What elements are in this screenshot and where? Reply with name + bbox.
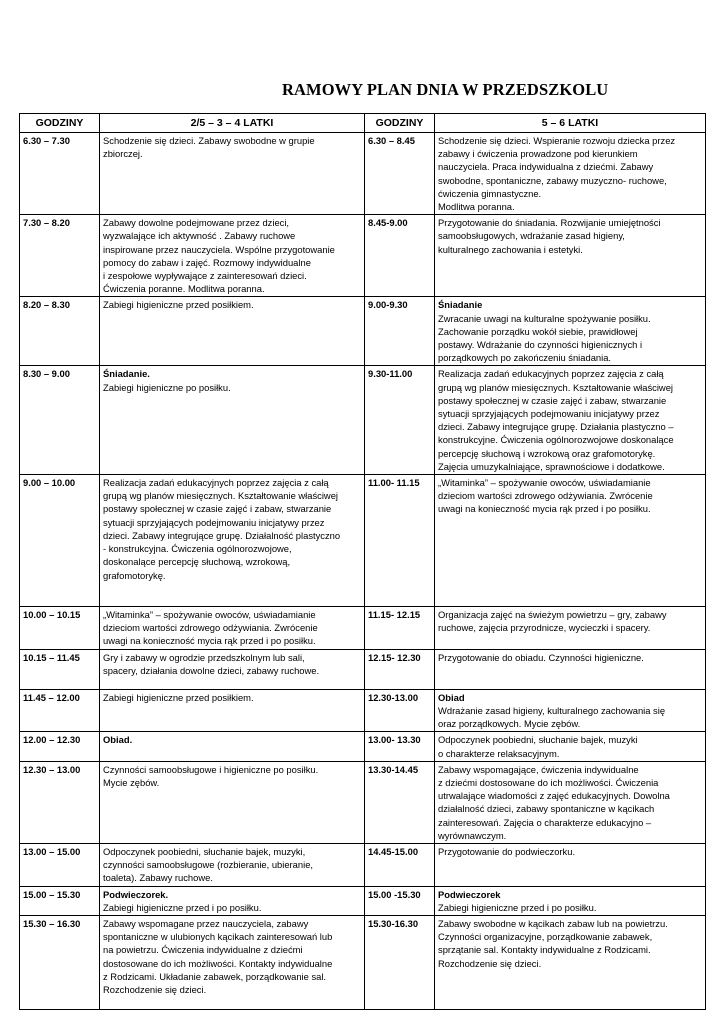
time-cell-younger: 15.00 – 15.30 bbox=[20, 886, 100, 915]
time-cell-younger: 8.30 – 9.00 bbox=[20, 366, 100, 475]
activity-line: porządkowych po zakończeniu śniadania. bbox=[438, 352, 612, 364]
table-row bbox=[20, 475, 706, 607]
activity-line: postawy. Wdrażanie do czynności higienicznych i bbox=[438, 339, 643, 351]
activity-line: Rozchodzenie się dzieci. bbox=[103, 983, 207, 995]
time-cell-younger: 9.00 – 10.00 bbox=[20, 475, 100, 607]
activity-cell-younger bbox=[100, 297, 365, 366]
table-row bbox=[20, 215, 706, 297]
activity-line: Schodzenie się dzieci. Wspieranie rozwoju dziecka przez bbox=[438, 135, 676, 146]
activity-line: postawy społecznej w czasie zajęć i zabaw, stwarzanie bbox=[103, 503, 332, 515]
time-cell-younger: 8.20 – 8.30 bbox=[20, 297, 100, 366]
activity-line: Zabawy swobodne w kącikach zabaw lub na powietrzu. bbox=[438, 917, 668, 929]
activity-line: i zespołowe wypływające z zainteresowań dzieci. bbox=[103, 270, 307, 282]
activity-line: Gry i zabawy w ogrodzie przedszkolnym lub sali, bbox=[103, 651, 305, 663]
time-cell-younger: 7.30 – 8.20 bbox=[20, 215, 100, 297]
activity-line: dzieci. Zabawy integrujące grupę. Działania plastyczno – bbox=[438, 421, 674, 433]
activity-cell-older bbox=[435, 475, 706, 607]
header-hours-left: GODZINY bbox=[20, 114, 100, 133]
activity-line: oraz porządkowych. Mycie zębów. bbox=[438, 718, 581, 730]
time-cell-older: 11.00- 11.15 bbox=[365, 475, 435, 607]
table-row bbox=[20, 761, 706, 843]
activity-line: dzieciom wartości zdrowego odżywiania. Zwrócenie bbox=[438, 490, 653, 502]
activity-line: Zabawy wspomagające, ćwiczenia indywidualne bbox=[438, 763, 639, 775]
activity-cell-younger bbox=[100, 732, 365, 761]
activity-cell-older bbox=[435, 607, 706, 650]
table-row bbox=[20, 886, 706, 915]
activity-line: sytuacji sprzyjających podejmowaniu inicjatywy przez bbox=[438, 408, 660, 420]
activity-line: Zabiegi higieniczne przed i po posiłku. bbox=[438, 901, 597, 913]
activity-cell-older bbox=[435, 732, 706, 761]
activity-line: zbiorczej. bbox=[103, 148, 143, 160]
activity-line: Zajęcia umuzykalniające, sprawnościowe i dodatkowe. bbox=[438, 460, 665, 472]
activity-line: Zabawy wspomagane przez nauczyciela, zabawy bbox=[103, 917, 309, 929]
activity-cell-older bbox=[435, 297, 706, 366]
activity-line: percepcję słuchową i wzrokową oraz grafomotorykę. bbox=[438, 447, 656, 459]
activity-line: Podwieczorek bbox=[438, 888, 501, 900]
activity-cell-older bbox=[435, 886, 706, 915]
activity-line: Realizacja zadań edukacyjnych poprzez zajęcia z całą bbox=[438, 368, 664, 380]
activity-line: - konstrukcyjna. Ćwiczenia ogólnorozwojowe, bbox=[103, 543, 292, 555]
schedule-table bbox=[19, 113, 706, 1010]
activity-line: Przygotowanie do obiadu. Czynności higieniczne. bbox=[438, 651, 644, 663]
activity-line: Modlitwa poranna. bbox=[438, 201, 515, 213]
time-cell-older: 12.15- 12.30 bbox=[365, 649, 435, 689]
activity-line: Obiad. bbox=[103, 734, 133, 746]
activity-line: postawy społecznej w czasie zajęć i zabaw, stwarzanie bbox=[438, 394, 667, 406]
table-row bbox=[20, 732, 706, 761]
activity-cell-older bbox=[435, 761, 706, 843]
activity-line: Zabiegi higieniczne przed posiłkiem. bbox=[103, 299, 254, 311]
activity-line: Czynności organizacyjne, porządkowanie zabawek, bbox=[438, 931, 653, 943]
activity-line: ruchowe, zajęcia przyrodnicze, wycieczki i spacery. bbox=[438, 622, 651, 634]
activity-line: grupą wg planów miesięcznych. Kształtowanie właściwej bbox=[103, 490, 339, 502]
activity-line: Organizacja zajęć na świeżym powietrzu – gry, zabawy bbox=[438, 609, 667, 621]
activity-cell-younger bbox=[100, 689, 365, 732]
activity-line: Zabiegi higieniczne przed posiłkiem. bbox=[103, 691, 254, 703]
activity-line: ćwiczenia gimnastyczne. bbox=[438, 187, 542, 199]
time-cell-younger: 12.00 – 12.30 bbox=[20, 732, 100, 761]
activity-cell-older bbox=[435, 215, 706, 297]
activity-line: z Rodzicami. Układanie zabawek, porządkowanie sal. bbox=[103, 970, 327, 982]
activity-line: Czynności samoobsługowe i higieniczne po posiłku. bbox=[103, 763, 319, 775]
table-row bbox=[20, 689, 706, 732]
activity-line: Zwracanie uwagi na kulturalne spożywanie posiłku. bbox=[438, 312, 651, 324]
time-cell-older: 8.45-9.00 bbox=[365, 215, 435, 297]
activity-line: Zabiegi higieniczne po posiłku. bbox=[103, 381, 231, 393]
activity-line: Śniadanie bbox=[438, 299, 483, 311]
table-row bbox=[20, 366, 706, 475]
activity-line: Śniadanie. bbox=[103, 368, 150, 380]
time-cell-younger: 10.15 – 11.45 bbox=[20, 649, 100, 689]
activity-line: Odpoczynek poobiedni, słuchanie bajek, muzyki bbox=[438, 734, 638, 746]
activity-line: pomocy do zabaw i zajęć. Rozmowy indywidualne bbox=[103, 256, 311, 268]
activity-line: doskonalące percepcję słuchową, wzrokową, bbox=[103, 556, 291, 568]
activity-line: toaleta). Zabawy ruchowe. bbox=[103, 872, 213, 884]
time-cell-older: 13.00- 13.30 bbox=[365, 732, 435, 761]
activity-line: Zabawy dowolne podejmowane przez dzieci, bbox=[103, 217, 290, 229]
activity-line: Schodzenie się dzieci. Zabawy swobodne w grupie bbox=[103, 135, 315, 146]
header-group-older: 5 – 6 LATKI bbox=[435, 114, 706, 133]
time-cell-older: 14.45-15.00 bbox=[365, 843, 435, 886]
activity-line: Zachowanie porządku wokół siebie, prawidłowej bbox=[438, 325, 638, 337]
time-cell-younger: 6.30 – 7.30 bbox=[20, 133, 100, 215]
table-row bbox=[20, 297, 706, 366]
page-title: RAMOWY PLAN DNIA W PRZEDSZKOLU bbox=[282, 80, 609, 99]
activity-line: uwagi na konieczność mycia rąk przed i po posiłku. bbox=[438, 503, 651, 515]
activity-line: dzieciom wartości zdrowego odżywiania. Zwrócenie bbox=[103, 622, 318, 634]
activity-cell-younger bbox=[100, 133, 365, 215]
activity-cell-older bbox=[435, 133, 706, 215]
time-cell-older: 15.00 -15.30 bbox=[365, 886, 435, 915]
activity-line: Podwieczorek. bbox=[103, 888, 169, 900]
activity-line: inspirowane przez nauczyciela. Wspólne przygotowanie bbox=[103, 243, 335, 255]
activity-cell-older bbox=[435, 649, 706, 689]
activity-line: spacery, działania dowolne dzieci, zabawy ruchowe. bbox=[103, 664, 320, 676]
time-cell-younger: 13.00 – 15.00 bbox=[20, 843, 100, 886]
activity-line: Zabiegi higieniczne przed i po posiłku. bbox=[103, 901, 262, 913]
activity-line: zabawy i ćwiczenia prowadzone pod kierunkiem bbox=[438, 148, 638, 160]
activity-cell-older bbox=[435, 689, 706, 732]
time-cell-younger: 11.45 – 12.00 bbox=[20, 689, 100, 732]
time-cell-older: 9.30-11.00 bbox=[365, 366, 435, 475]
table-row bbox=[20, 915, 706, 1009]
activity-line: sprzątanie sal. Kontakty indywidualne z Rodzicami. bbox=[438, 944, 651, 956]
activity-line: Wdrażanie zasad higieny, kulturalnego zachowania się bbox=[438, 704, 666, 716]
activity-line: spontaniczne w ulubionych kącikach zainteresowań lub bbox=[103, 931, 333, 943]
activity-line: utrwalające wiadomości z zajęć edukacyjnych. Dowolna bbox=[438, 790, 670, 802]
activity-line: nauczyciela. Praca indywidualna z dziećmi. Zabawy bbox=[438, 161, 654, 173]
header-row bbox=[20, 114, 706, 133]
activity-line: Ćwiczenia poranne. Modlitwa poranna. bbox=[103, 283, 265, 295]
activity-line: wyrównawczym. bbox=[438, 829, 507, 841]
activity-line: z dziećmi dostosowane do ich możliwości. Ćwiczenia bbox=[438, 776, 659, 788]
header-hours-right: GODZINY bbox=[365, 114, 435, 133]
activity-line: o charakterze relaksacyjnym. bbox=[438, 747, 560, 759]
activity-line: uwagi na konieczność mycia rąk przed i po posiłku. bbox=[103, 635, 316, 647]
time-cell-older: 11.15- 12.15 bbox=[365, 607, 435, 650]
activity-line: na powietrzu. Ćwiczenia indywidualne z dziećmi bbox=[103, 944, 303, 956]
activity-line: Przygotowanie do śniadania. Rozwijanie umiejętności bbox=[438, 217, 661, 229]
activity-line: „Witaminka” – spożywanie owoców, uświadamianie bbox=[438, 477, 651, 489]
activity-line: sytuacji sprzyjających podejmowaniu inicjatywy przez bbox=[103, 516, 325, 528]
activity-line: zainteresowań. Zajęcia o charakterze edukacyjno – bbox=[438, 816, 652, 828]
time-cell-younger: 12.30 – 13.00 bbox=[20, 761, 100, 843]
activity-line: Odpoczynek poobiedni, słuchanie bajek, muzyki, bbox=[103, 845, 306, 857]
activity-cell-older bbox=[435, 366, 706, 475]
activity-cell-younger bbox=[100, 215, 365, 297]
activity-cell-younger bbox=[100, 649, 365, 689]
activity-cell-younger bbox=[100, 886, 365, 915]
time-cell-older: 9.00-9.30 bbox=[365, 297, 435, 366]
table-row bbox=[20, 649, 706, 689]
time-cell-older: 13.30-14.45 bbox=[365, 761, 435, 843]
time-cell-younger: 10.00 – 10.15 bbox=[20, 607, 100, 650]
activity-line: Rozchodzenie się dzieci. bbox=[438, 957, 542, 969]
activity-line: Realizacja zadań edukacyjnych poprzez zajęcia z całą bbox=[103, 477, 329, 489]
activity-cell-older bbox=[435, 843, 706, 886]
activity-line: dzieci. Zabawy integrujące grupę. Działalność plastyczno bbox=[103, 529, 341, 541]
header-group-younger: 2/5 – 3 – 4 LATKI bbox=[100, 114, 365, 133]
time-cell-older: 15.30-16.30 bbox=[365, 915, 435, 1009]
table-row bbox=[20, 133, 706, 215]
activity-line: grupą wg planów miesięcznych. Kształtowanie właściwej bbox=[438, 381, 674, 393]
activity-line: dostosowane do ich możliwości. Kontakty indywidualne bbox=[103, 957, 333, 969]
schedule-body bbox=[20, 133, 706, 1010]
time-cell-younger: 15.30 – 16.30 bbox=[20, 915, 100, 1009]
activity-line: działalność dzieci, zabawy spontaniczne w kącikach bbox=[438, 803, 655, 815]
table-row bbox=[20, 843, 706, 886]
activity-line: konstrukcyjne. Ćwiczenia ogólnorozwojowe doskonalące bbox=[438, 434, 674, 446]
activity-cell-younger bbox=[100, 366, 365, 475]
activity-line: grafomotorykę. bbox=[103, 569, 166, 581]
time-cell-older: 6.30 – 8.45 bbox=[365, 133, 435, 215]
activity-line: „Witaminka” – spożywanie owoców, uświadamianie bbox=[103, 609, 316, 621]
activity-line: samoobsługowych, wdrażanie zasad higieny, bbox=[438, 230, 625, 242]
activity-line: Przygotowanie do podwieczorku. bbox=[438, 845, 576, 857]
activity-line: wyzwalające ich aktywność . Zabawy ruchowe bbox=[103, 230, 296, 242]
activity-line: Mycie zębów. bbox=[103, 776, 160, 788]
time-cell-older: 12.30-13.00 bbox=[365, 689, 435, 732]
activity-line: kulturalnego zachowania i estetyki. bbox=[438, 243, 583, 255]
activity-line: Obiad bbox=[438, 691, 465, 703]
activity-cell-younger bbox=[100, 915, 365, 1009]
activity-line: swobodne, spontaniczne, zabawy muzyczno- ruchowe, bbox=[438, 174, 667, 186]
activity-cell-younger bbox=[100, 607, 365, 650]
activity-line: czynności samoobsługowe (rozbieranie, ubieranie, bbox=[103, 859, 314, 871]
activity-cell-younger bbox=[100, 761, 365, 843]
activity-cell-younger bbox=[100, 843, 365, 886]
activity-cell-younger bbox=[100, 475, 365, 607]
activity-cell-older bbox=[435, 915, 706, 1009]
table-row bbox=[20, 607, 706, 650]
